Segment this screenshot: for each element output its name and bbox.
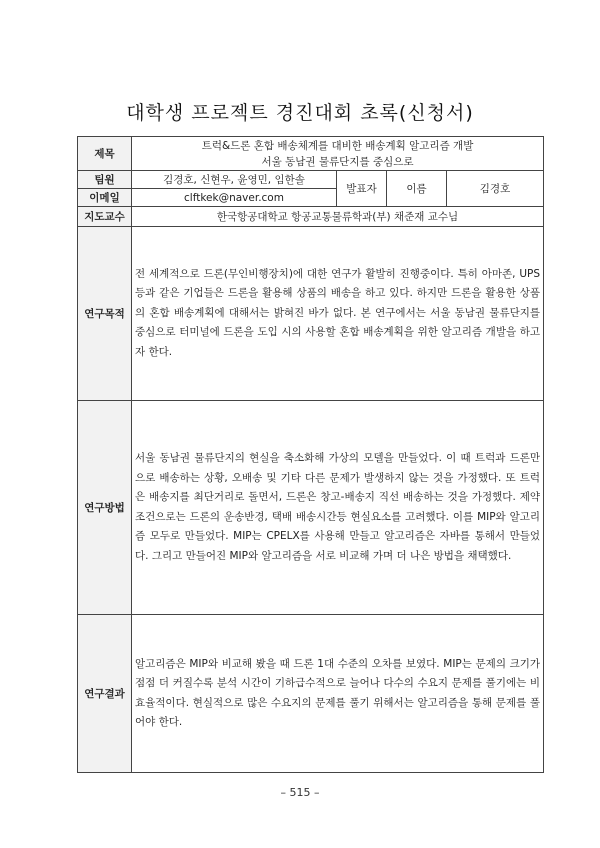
team-value: 김경호, 신현우, 윤영민, 임한솔 [132, 171, 337, 189]
presenter-name-label: 이름 [387, 171, 447, 207]
advisor-row [78, 207, 544, 227]
purpose-text: 전 세계적으로 드론(무인비행장치)에 대한 연구가 활발히 진행중이다. 특히 아마존, UPS등과 같은 기업들은 드론을 활용해 상품의 배송을 하고 있다. 하지만 드론을 활용한 상품의 혼합 배송계획에 대해서는 밝혀진 바가 없다. 본 연구에서는 서울 동남권 물류단지를 중심으로 터미널에 드론을 도입 시의 사용할 혼합 배송계획을 위한 알고리즘 개발을 하고자 한다. [132, 227, 544, 401]
advisor-label: 지도교수 [78, 207, 132, 227]
method-label: 연구방법 [78, 401, 132, 615]
page-number: – 515 – [280, 786, 320, 799]
subject-line-1: 트럭&드론 혼합 배송체계를 대비한 배송계획 알고리즘 개발 [201, 139, 474, 152]
subject-label: 제목 [78, 137, 132, 171]
result-row [78, 615, 544, 773]
purpose-row [78, 227, 544, 401]
advisor-value: 한국항공대학교 항공교통물류학과(부) 채준재 교수님 [132, 207, 544, 227]
result-text: 알고리즘은 MIP와 비교해 봤을 때 드론 1대 수준의 오차를 보였다. MIP는 문제의 크기가 점점 더 커질수록 분석 시간이 기하급수적으로 늘어나 다수의 수요지 문제를 풀기에는 비효율적이다. 현실적으로 많은 수요지의 문제를 풀기 위해서는 알고리즘을 통해 문제를 풀어야 한다. [132, 615, 544, 773]
subject-line-2: 서울 동남권 물류단지를 중심으로 [261, 155, 414, 168]
subject-value [132, 137, 544, 171]
presenter-label: 발표자 [337, 171, 387, 207]
method-row [78, 401, 544, 615]
email-value: clftkek@naver.com [132, 189, 337, 207]
page-title: 대학생 프로젝트 경진대회 초록(신청서) [126, 102, 474, 124]
method-text: 서울 동남권 물류단지의 현실을 축소화해 가상의 모델을 만들었다. 이 때 트럭과 드론만으로 배송하는 상황, 오배송 및 기타 다른 문제가 발생하지 않는 것을 가정했다. 또 트럭은 배송지를 최단거리로 돌면서, 드론은 창고-배송지 직선 배송하는 것을 가정했다. 제약조건으로는 드론의 운송반경, 택배 배송시간등 현실요소를 고려했다. 이를 MIP와 알고리즘 모두로 만들었다. MIP는 CPELX를 사용해 만들고 알고리즘은 자바를 통해서 만들었다. 그리고 만들어진 MIP와 알고리즘을 서로 비교해 가며 더 나은 방법을 채택했다. [132, 401, 544, 615]
abstract-form-table [77, 136, 544, 773]
result-label: 연구결과 [78, 615, 132, 773]
purpose-label: 연구목적 [78, 227, 132, 401]
subject-row [78, 137, 544, 171]
team-row [78, 171, 544, 189]
presenter-name: 김경호 [447, 171, 544, 207]
email-label: 이메일 [78, 189, 132, 207]
team-label: 팀원 [78, 171, 132, 189]
